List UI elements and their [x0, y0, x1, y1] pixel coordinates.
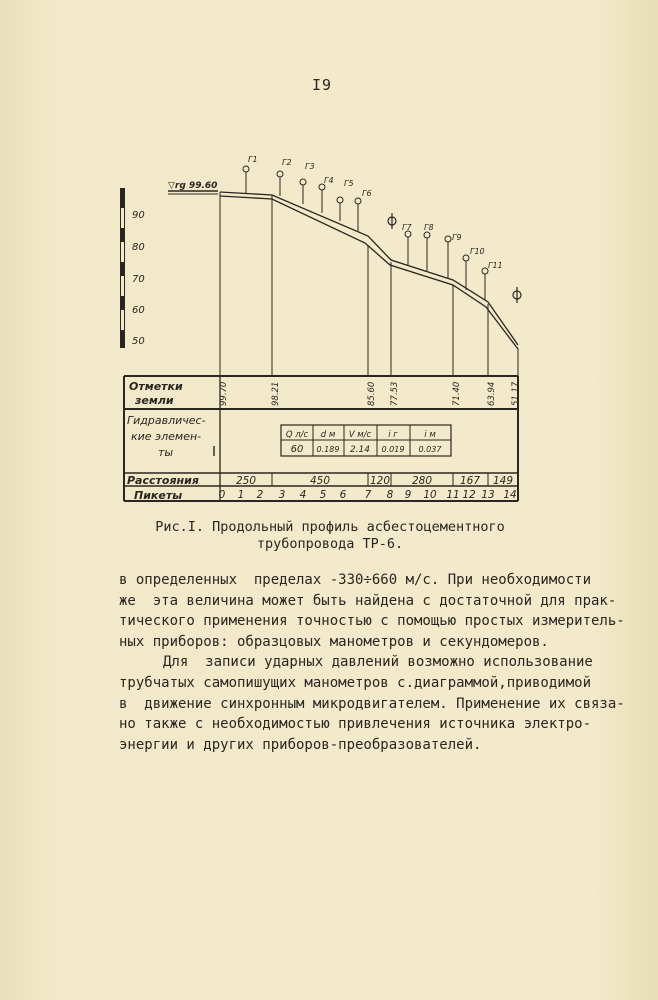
distance-value: 280	[411, 475, 433, 487]
pipeline-profile-figure	[110, 150, 530, 510]
distance-value: 450	[309, 475, 331, 487]
y-tick-label: 60	[132, 305, 145, 316]
scale-bar-white-segment	[121, 208, 124, 228]
y-tick-label: 90	[132, 210, 145, 221]
text-line: в определенных пределах -330÷660 м/с. При необходимости	[119, 572, 592, 588]
scale-bar-white-segment	[121, 310, 124, 330]
hydraulic-value: 0.019	[381, 445, 405, 454]
scale-bar-white-segment	[121, 276, 124, 296]
scale-bar-white-segment	[121, 242, 124, 262]
gauge-label: Г1	[248, 155, 258, 164]
picket-label: 10	[423, 489, 437, 501]
hydraulic-header: Q л/с	[285, 430, 309, 440]
picket-label: 11	[446, 489, 460, 501]
pipeline-profile-line	[220, 196, 518, 349]
picket-label: 6	[339, 489, 347, 501]
gauge-label: Г6	[362, 189, 372, 198]
gauge-label: Г10	[470, 247, 485, 256]
body-text	[119, 570, 625, 755]
picket-label: 8	[386, 489, 394, 501]
y-tick-label: 70	[132, 274, 145, 285]
elevation-value: 85.60	[367, 381, 377, 406]
elevation-value: 71.40	[452, 381, 462, 406]
elevation-value: 98.21	[271, 381, 281, 406]
text-line: в движение синхронным микродвигателем. Применение их связа-	[119, 695, 625, 712]
hydraulic-value: 0.037	[418, 445, 442, 454]
gauge-label: Г5	[344, 179, 354, 188]
elevation-value: 63.94	[487, 381, 497, 406]
hydraulic-value: 60	[290, 444, 304, 455]
text-line: трубчатых самопишущих манометров с.диаграммой,приводимой	[119, 674, 592, 691]
text-line: но также с необходимостью привлечения источника электро-	[119, 716, 592, 733]
gauge-label: Г2	[282, 158, 292, 167]
benchmark-label: ▽rg 99.60	[168, 181, 218, 191]
row-label-elevations: Отметки	[129, 380, 183, 393]
row-label-pickets: Пикеты	[134, 489, 183, 502]
station-lines	[220, 192, 518, 376]
row-label-hydraulic: ты	[158, 446, 174, 459]
row-label-elevations: земли	[135, 394, 174, 407]
ground-profile-line	[220, 192, 518, 345]
gauge-label: Г9	[452, 233, 462, 242]
picket-label: 5	[319, 489, 327, 501]
hydraulic-header: V м/с	[348, 430, 372, 440]
row-label-distances: Расстояния	[127, 474, 199, 487]
distance-value: 250	[235, 475, 257, 487]
hydraulic-header: i м	[424, 430, 436, 440]
picket-label: 14	[503, 489, 517, 501]
y-tick-label: 50	[132, 336, 145, 347]
caption-line: Рис.I. Продольный профиль асбестоцементного	[155, 519, 505, 535]
picket-label: 2	[256, 489, 264, 501]
elevation-value: 51.17	[511, 381, 521, 406]
gauge-label: Г11	[488, 261, 503, 270]
figure-caption	[120, 519, 540, 553]
caption-line: трубопровода ТР-6.	[256, 536, 404, 552]
distance-value: 120	[369, 475, 391, 487]
gauge-label: Г4	[324, 176, 334, 185]
picket-label: 7	[364, 489, 372, 501]
picket-label: 3	[278, 489, 286, 501]
hydraulic-header: i г	[388, 430, 398, 440]
gauge-label: Г3	[305, 162, 315, 171]
distance-value: 149	[492, 475, 514, 487]
picket-label: 1	[237, 489, 245, 501]
y-tick-label: 80	[132, 242, 145, 253]
distance-value: 167	[459, 475, 481, 487]
elevation-value: 99.70	[219, 381, 229, 406]
row-label-hydraulic: кие элемен-	[131, 430, 202, 443]
row-label-hydraulic: Гидравличес-	[127, 414, 206, 427]
picket-label: 0	[218, 489, 226, 501]
picket-label: 12	[462, 489, 476, 501]
gauge-label: Г7	[402, 223, 412, 232]
elevation-value: 77.53	[390, 381, 400, 406]
picket-label: 4	[299, 489, 307, 501]
text-line: Для записи ударных давлений возможно использование	[163, 654, 593, 671]
text-line: же эта величина может быть найдена с достаточной для прак-	[119, 592, 617, 609]
picket-label: 13	[481, 489, 495, 501]
page-number: I9	[312, 76, 333, 94]
text-line: ных приборов: образцовых манометров и секундомеров.	[119, 633, 549, 650]
hydraulic-header: d м	[320, 430, 336, 440]
hydraulic-value: 2.14	[349, 445, 371, 455]
picket-label: 9	[404, 489, 412, 501]
text-line: тического применения точностью с помощью простых измеритель-	[119, 613, 625, 630]
hydraulic-value: 0.189	[316, 445, 340, 454]
gauge-label: Г8	[424, 223, 434, 232]
text-line: энергии и других приборов-преобразователей.	[119, 736, 482, 753]
